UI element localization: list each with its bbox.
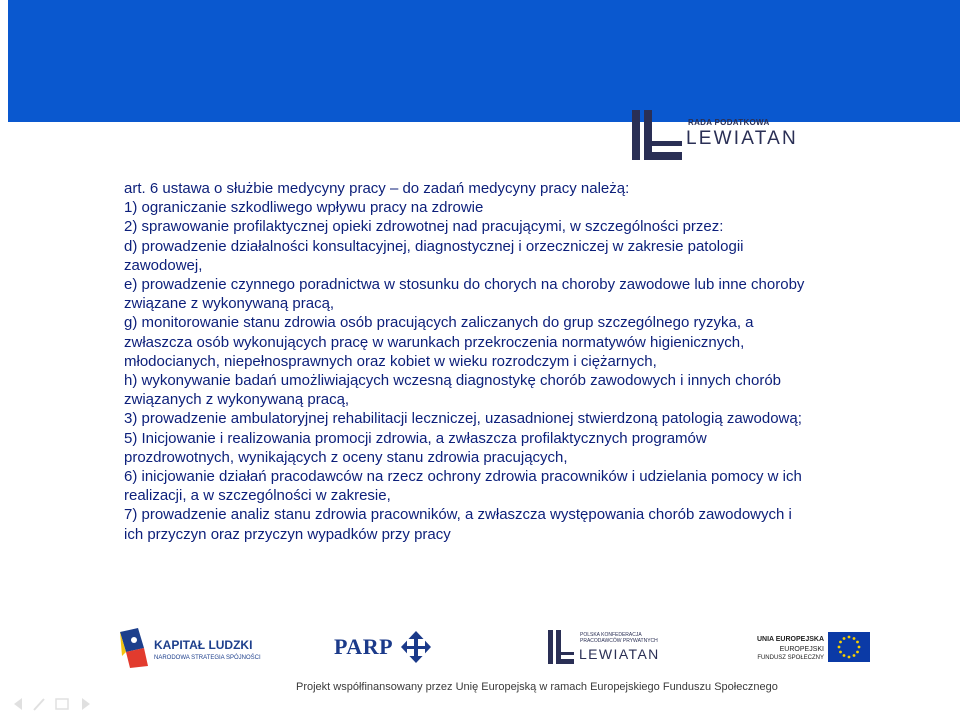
text-line: h) wykonywanie badań umożliwiających wczesną diagnostykę chorób zawodowych i innych chorób [124,372,782,390]
lewiatan-logo [628,108,828,168]
text-line: 3) prowadzenie ambulatoryjnej rehabilitacji leczniczej, uzasadnionej stwierdzoną patologią zawodową; [124,410,802,428]
article-text [124,179,864,544]
text-line: ich przyczyn oraz przyczyn wypadków przy pracy [124,525,451,543]
header-band [8,0,960,122]
prev-icon [14,698,22,710]
text-line: art. 6 ustawa o służbie medycyny pracy – do zadań medycyny pracy należą: [124,180,630,197]
kapital-ludzki-title: KAPITAŁ LUDZKI [154,638,253,652]
logo-title: LEWIATAN [686,128,798,149]
footer-note: Projekt współfinansowany przez Unię Europejską w ramach Europejskiego Funduszu Społecznego [296,681,778,693]
slideshow-controls[interactable] [12,696,92,712]
text-line: 1) ograniczanie szkodliwego wpływu pracy na zdrowie [124,199,484,217]
kapital-ludzki-subtitle: NARODOWA STRATEGIA SPÓJNOŚCI [154,655,261,661]
text-line: związanych z wykonywaną pracą, [124,391,350,409]
text-line: 5) Inicjowanie i realizowania promocji zdrowia, a zwłaszcza profilaktycznych programów [124,429,707,447]
kapital-ludzki-emblem-icon [118,626,150,670]
text-line: zawodowej, [124,256,203,274]
eu-line-2: EUROPEJSKI [779,646,824,653]
text-line: realizacji, a w szczególności w zakresie, [124,487,391,505]
eu-flag-icon [828,632,870,662]
text-line: młodocianych, niepełnosprawnych oraz kobiet w wieku rozrodczym i ciężarnych, [124,352,657,370]
parp-text: PARP [334,634,394,659]
eu-line-3: FUNDUSZ SPOŁECZNY [757,655,824,661]
pen-icon [34,699,44,710]
logo-subtitle: RADA PODATKOWA [688,118,770,127]
kapital-ludzki-logo [118,626,268,670]
parp-logo [334,630,434,670]
text-line: związane z wykonywaną pracą, [124,295,335,313]
lewiatan-mark-icon [628,108,686,164]
next-icon [82,698,90,710]
eu-line-1: UNIA EUROPEJSKA [756,636,824,643]
text-line: 7) prowadzenie analiz stanu zdrowia pracowników, a zwłaszcza występowania chorób zawodowych i [124,506,792,524]
pkpp-subtitle: POLSKA KONFEDERACJA PRACODAWCÓW PRYWATNYCH [580,632,658,644]
text-line: zwłaszcza osób wykonujących pracę w warunkach przekroczenia normatywów higienicznych, [124,333,745,351]
menu-icon [56,699,68,709]
pkpp-title: LEWIATAN [579,646,660,662]
text-line: d) prowadzenie działalności konsultacyjnej, diagnostycznej i orzeczniczej w zakresie patologii [124,237,744,255]
text-line: 6) inicjowanie działań pracodawców na rzecz ochrony zdrowia pracowników i udzielania pomocy w ich [124,468,802,486]
text-line: e) prowadzenie czynnego poradnictwa w stosunku do chorych na choroby zawodowe lub inne choroby [124,276,805,294]
footer-logos [0,620,960,680]
text-line: 2) sprawowanie profilaktycznej opieki zdrowotnej nad pracującymi, w szczególności przez: [124,218,724,236]
eu-logo [742,630,872,676]
parp-emblem-icon [400,630,432,664]
text-line: g) monitorowanie stanu zdrowia osób pracujących zaliczanych do grup szczególnego ryzyka, a [124,314,754,332]
text-line: prozdrowotnych, wynikających z oceny stanu zdrowia pracujących, [124,448,568,466]
pkpp-mark-icon [546,628,576,668]
pkpp-lewiatan-logo [546,628,666,674]
